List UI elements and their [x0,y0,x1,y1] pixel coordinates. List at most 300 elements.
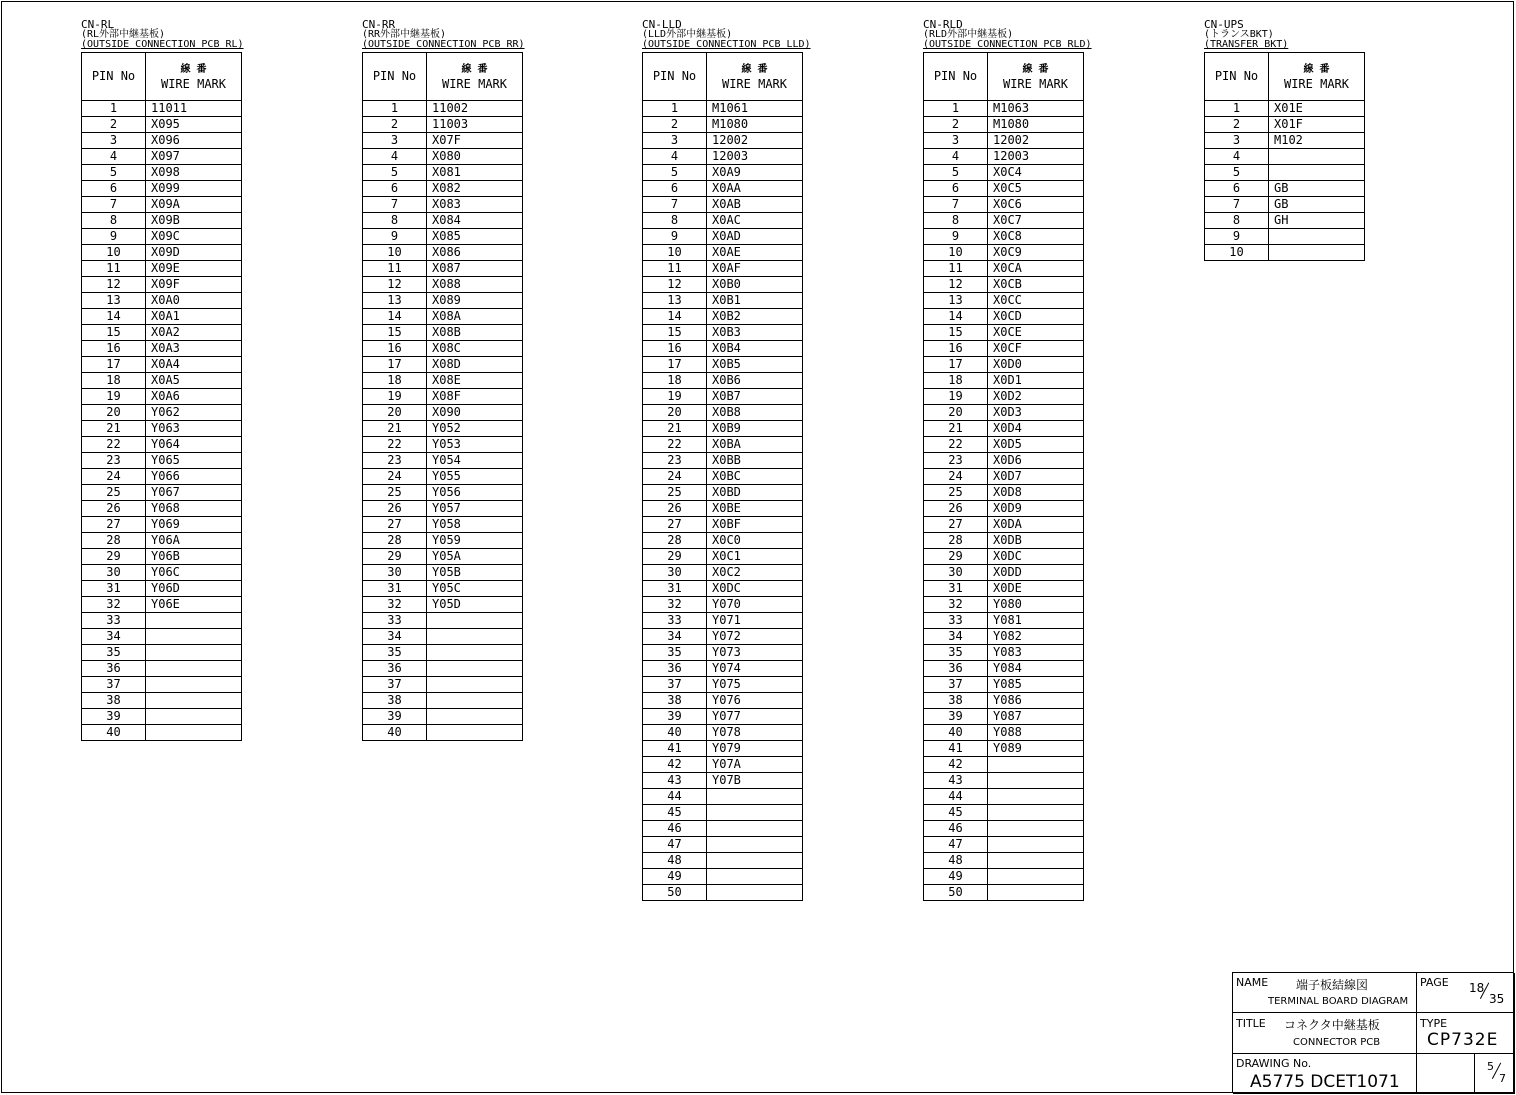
table-row [643,197,803,213]
pin-number: 9 [363,229,427,245]
pin-number: 10 [924,245,988,261]
connector-cn-rl [81,19,244,741]
wire-mark: X0A5 [146,373,242,389]
pin-number: 46 [643,821,707,837]
wire-mark: Y082 [988,629,1084,645]
wire-header-jp: 線 番 [461,63,488,75]
wire-mark: X0CA [988,261,1084,277]
table-row [363,181,523,197]
table-row [643,581,803,597]
table-row [643,549,803,565]
pin-number: 38 [82,693,146,709]
wire-mark [988,773,1084,789]
connector-jp-label: (RLD外部中継基板) [923,29,1014,40]
table-row [924,885,1084,901]
table-row [924,597,1084,613]
wire-header-jp: 線 番 [1303,63,1330,75]
pin-number: 8 [924,213,988,229]
wire-mark: X0DB [988,533,1084,549]
wire-mark [146,693,242,709]
wire-mark: 12003 [707,149,803,165]
table-row [82,421,242,437]
wire-mark: X081 [427,165,523,181]
table-row [643,213,803,229]
wire-mark: X0BC [707,469,803,485]
table-row [1205,101,1365,117]
pin-number: 9 [924,229,988,245]
wire-mark: X08B [427,325,523,341]
table-row [924,869,1084,885]
pin-number: 7 [1205,197,1269,213]
title-jp: コネクタ中継基板 [1284,1018,1380,1032]
table-row [643,101,803,117]
table-row [924,693,1084,709]
table-row [643,805,803,821]
pin-number: 14 [643,309,707,325]
table-row [363,437,523,453]
wire-header [1269,53,1365,101]
wire-mark: M1080 [988,117,1084,133]
table-row [363,277,523,293]
wire-mark: X0C8 [988,229,1084,245]
wire-mark: M1080 [707,117,803,133]
connector-cn-rr [362,19,525,741]
wire-mark: X088 [427,277,523,293]
pin-table [642,52,803,901]
pin-number: 8 [82,213,146,229]
wire-mark: X0BB [707,453,803,469]
table-row [643,597,803,613]
pin-number: 39 [363,709,427,725]
table-row [643,629,803,645]
table-row [363,261,523,277]
table-row [363,293,523,309]
pin-number: 36 [82,661,146,677]
pin-number: 29 [924,549,988,565]
table-row [643,565,803,581]
wire-mark: X01E [1269,101,1365,117]
pin-number: 25 [363,485,427,501]
connector-cn-rld [923,19,1092,901]
table-row [643,117,803,133]
wire-mark: X0C6 [988,197,1084,213]
pin-number: 42 [643,757,707,773]
pin-number: 16 [363,341,427,357]
table-row [924,501,1084,517]
wire-mark [988,821,1084,837]
wire-mark: X0C7 [988,213,1084,229]
wire-mark: X0D2 [988,389,1084,405]
table-row [924,677,1084,693]
table-row [82,213,242,229]
wire-mark [707,837,803,853]
pin-number: 6 [363,181,427,197]
pin-number: 14 [363,309,427,325]
pin-number: 37 [643,677,707,693]
table-row [643,453,803,469]
wire-mark: Y05D [427,597,523,613]
pin-number: 26 [643,501,707,517]
pin-table [81,52,242,741]
wire-mark: X08E [427,373,523,389]
wire-mark: X080 [427,149,523,165]
pin-number: 46 [924,821,988,837]
table-row [924,261,1084,277]
wire-mark: Y069 [146,517,242,533]
pin-number: 41 [643,741,707,757]
wire-mark: X08A [427,309,523,325]
wire-mark: X0CE [988,325,1084,341]
table-row [643,389,803,405]
connector-en-text: (OUTSIDE CONNECTION PCB RR) [362,39,525,50]
table-row [82,693,242,709]
pin-number: 11 [643,261,707,277]
table-row [643,533,803,549]
wire-header-en: WIRE MARK [160,76,227,91]
table-row [82,405,242,421]
pin-number: 5 [82,165,146,181]
wire-mark [146,725,242,741]
wire-mark: X09A [146,197,242,213]
pin-number: 18 [643,373,707,389]
pin-number: 35 [363,645,427,661]
pin-number: 44 [924,789,988,805]
wire-mark: X0AA [707,181,803,197]
wire-mark: X0CC [988,293,1084,309]
pin-number: 7 [924,197,988,213]
pin-number: 28 [643,533,707,549]
table-row [643,677,803,693]
wire-mark [146,645,242,661]
wire-mark: Y062 [146,405,242,421]
pin-number: 16 [643,341,707,357]
wire-mark: 11003 [427,117,523,133]
wire-mark: Y079 [707,741,803,757]
table-row [82,229,242,245]
wire-header [427,53,523,101]
wire-mark: 12002 [988,133,1084,149]
table-row [1205,181,1365,197]
table-row [82,613,242,629]
table-row [1205,197,1365,213]
wire-mark: X0D5 [988,437,1084,453]
table-row [643,693,803,709]
pin-number: 34 [643,629,707,645]
table-row [82,677,242,693]
drawing-label: DRAWING No. [1236,1057,1312,1070]
connector-jp-label: (LLD外部中継基板) [642,29,733,40]
pin-number: 33 [643,613,707,629]
wire-mark: GB [1269,181,1365,197]
pin-number: 4 [924,149,988,165]
pin-number: 45 [924,805,988,821]
connector-jp-label: (RR外部中継基板) [362,29,447,40]
wire-mark: X0D7 [988,469,1084,485]
wire-mark: 12003 [988,149,1084,165]
table-row [643,181,803,197]
wire-mark: X0B1 [707,293,803,309]
table-row [82,149,242,165]
wire-mark [146,677,242,693]
table-row [82,309,242,325]
pin-number: 29 [363,549,427,565]
pin-number: 1 [363,101,427,117]
wire-mark: Y076 [707,693,803,709]
pin-header: PIN No [82,53,146,101]
table-row [643,485,803,501]
table-row [924,549,1084,565]
pin-number: 19 [924,389,988,405]
wire-mark: X0DA [988,517,1084,533]
table-row [82,181,242,197]
wire-mark [146,629,242,645]
table-row [924,741,1084,757]
pin-number: 3 [1205,133,1269,149]
pin-number: 40 [643,725,707,741]
pin-number: 26 [924,501,988,517]
pin-number: 16 [82,341,146,357]
wire-mark: X0B4 [707,341,803,357]
title-cell [1233,1013,1417,1054]
wire-mark: X0DE [988,581,1084,597]
connector-name: CN-UPS [1204,18,1244,31]
table-row [82,245,242,261]
pin-header: PIN No [643,53,707,101]
wire-mark: Y059 [427,533,523,549]
table-row [363,629,523,645]
pin-number: 31 [924,581,988,597]
pin-number: 6 [643,181,707,197]
table-row [363,597,523,613]
table-row [924,821,1084,837]
pin-table-header [82,53,242,101]
pin-number: 16 [924,341,988,357]
pin-number: 13 [363,293,427,309]
wire-header [707,53,803,101]
pin-number: 6 [82,181,146,197]
wire-mark: X098 [146,165,242,181]
pin-number: 8 [1205,213,1269,229]
table-row [82,661,242,677]
pin-number: 47 [924,837,988,853]
wire-header-en: WIRE MARK [441,76,508,91]
table-row [363,197,523,213]
table-row [363,309,523,325]
table-row [82,277,242,293]
wire-mark [988,789,1084,805]
wire-mark: X0BD [707,485,803,501]
wire-header-en: WIRE MARK [1002,76,1069,91]
pin-number: 2 [363,117,427,133]
wire-mark [427,629,523,645]
pin-table-header [643,53,803,101]
pin-number: 8 [643,213,707,229]
pin-number: 38 [924,693,988,709]
table-row [643,725,803,741]
pin-number: 2 [82,117,146,133]
table-row [363,165,523,181]
pin-number: 24 [643,469,707,485]
wire-mark: Y078 [707,725,803,741]
wire-mark: X095 [146,117,242,133]
connector-en-label [362,40,525,50]
pin-number: 21 [643,421,707,437]
wire-mark [988,757,1084,773]
table-row [924,789,1084,805]
pin-number: 21 [82,421,146,437]
wire-mark [427,693,523,709]
table-row [363,341,523,357]
wire-mark: Y081 [988,613,1084,629]
page-total: 35 [1489,992,1505,1006]
table-row [363,453,523,469]
pin-number: 29 [82,549,146,565]
pin-number: 2 [1205,117,1269,133]
table-row [363,213,523,229]
wire-mark: Y070 [707,597,803,613]
wire-mark: X0BA [707,437,803,453]
pin-number: 11 [924,261,988,277]
wire-mark: Y05B [427,565,523,581]
table-row [363,661,523,677]
pin-number: 4 [363,149,427,165]
wire-mark: X0D3 [988,405,1084,421]
pin-number: 35 [643,645,707,661]
wire-mark: Y06D [146,581,242,597]
wire-mark: X0D0 [988,357,1084,373]
wire-mark: X07F [427,133,523,149]
table-row [924,149,1084,165]
wire-mark: X0AC [707,213,803,229]
table-row [643,405,803,421]
pin-number: 14 [82,309,146,325]
wire-mark [707,821,803,837]
pin-number: 20 [82,405,146,421]
wire-mark: Y074 [707,661,803,677]
table-row [363,485,523,501]
pin-number: 21 [924,421,988,437]
table-row [363,469,523,485]
wire-mark: Y088 [988,725,1084,741]
table-row [924,853,1084,869]
pin-number: 26 [82,501,146,517]
wire-mark: X09C [146,229,242,245]
table-row [643,133,803,149]
wire-mark: X097 [146,149,242,165]
table-row [82,469,242,485]
table-row [82,453,242,469]
table-row [643,309,803,325]
pin-number: 9 [82,229,146,245]
wire-mark: X0A3 [146,341,242,357]
wire-mark: X0B2 [707,309,803,325]
table-row [924,661,1084,677]
table-row [363,533,523,549]
page-number: 18 [1469,981,1485,995]
wire-mark: X0A0 [146,293,242,309]
table-row [924,421,1084,437]
table-row [924,485,1084,501]
pin-table-header [924,53,1084,101]
pin-number: 10 [82,245,146,261]
pin-number: 17 [924,357,988,373]
wire-mark: X0C0 [707,533,803,549]
table-row [82,341,242,357]
table-row [363,549,523,565]
pin-number: 32 [643,597,707,613]
wire-mark: X0D8 [988,485,1084,501]
table-row [924,133,1084,149]
pin-number: 7 [363,197,427,213]
table-row [924,229,1084,245]
table-row [82,549,242,565]
wire-mark [427,645,523,661]
table-row [924,277,1084,293]
table-row [82,565,242,581]
table-row [363,229,523,245]
pin-number: 32 [363,597,427,613]
wire-mark: X0C1 [707,549,803,565]
wire-mark: 11002 [427,101,523,117]
table-row [924,293,1084,309]
connector-name: CN-RLD [923,18,963,31]
pin-number: 47 [643,837,707,853]
table-row [363,405,523,421]
wire-mark: X0CF [988,341,1084,357]
table-row [363,325,523,341]
wire-mark: Y085 [988,677,1084,693]
wire-header-en: WIRE MARK [721,76,788,91]
wire-header-jp: 線 番 [741,63,768,75]
wire-mark: X0C9 [988,245,1084,261]
wire-mark: X0D4 [988,421,1084,437]
table-row [924,245,1084,261]
table-row [643,709,803,725]
title-en: CONNECTOR PCB [1293,1037,1381,1048]
table-row [643,245,803,261]
wire-mark: X083 [427,197,523,213]
sheet-blank-cell [1417,1054,1475,1094]
pin-table [1204,52,1365,261]
connector-cn-ups [1204,19,1365,261]
pin-number: 13 [82,293,146,309]
connector-jp-label: (RL外部中継基板) [81,29,166,40]
wire-mark: X0B5 [707,357,803,373]
table-row [924,725,1084,741]
wire-mark: Y052 [427,421,523,437]
pin-number: 50 [643,885,707,901]
wire-mark: X0DC [988,549,1084,565]
pin-number: 40 [924,725,988,741]
pin-number: 25 [924,485,988,501]
table-row [363,693,523,709]
pin-number: 5 [924,165,988,181]
pin-number: 34 [924,629,988,645]
wire-mark [427,613,523,629]
pin-header: PIN No [924,53,988,101]
wire-mark: Y072 [707,629,803,645]
table-row [643,437,803,453]
table-row [82,517,242,533]
pin-number: 27 [643,517,707,533]
pin-number: 19 [82,389,146,405]
wire-mark: X0B3 [707,325,803,341]
wire-mark: Y063 [146,421,242,437]
table-row [82,533,242,549]
table-row [643,501,803,517]
wire-mark: X09D [146,245,242,261]
table-row [924,309,1084,325]
